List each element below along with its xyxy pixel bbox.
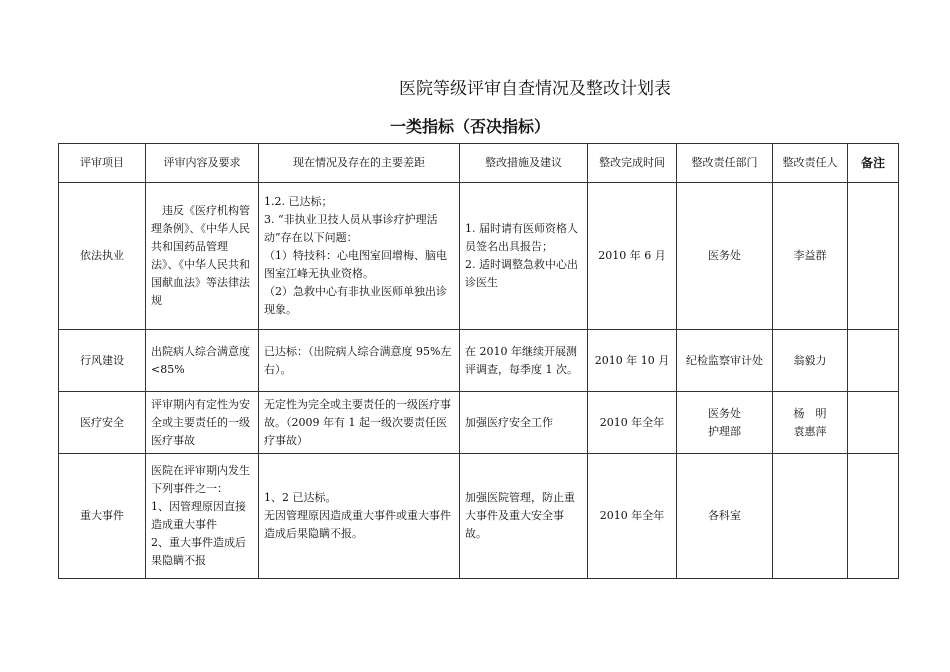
document-title: 医院等级评审自查情况及整改计划表 bbox=[399, 79, 671, 99]
cell-requirement: 评审期内有定性为安全或主要责任的一级医疗事故 bbox=[146, 392, 259, 454]
cell-measures bbox=[460, 454, 588, 579]
cell-requirement bbox=[146, 454, 259, 579]
cell-remark bbox=[848, 454, 899, 579]
cell-text: 医务处 bbox=[708, 249, 741, 262]
cell-text: （1）特技科：心电图室回增梅、脑电图室江峰无执业资格。 bbox=[264, 249, 447, 280]
cell-text: 翁毅力 bbox=[793, 353, 827, 367]
document-subtitle: 一类指标（否决指标） bbox=[389, 117, 550, 136]
table-row bbox=[59, 392, 899, 454]
cell-person bbox=[773, 454, 848, 579]
cell-text: 1.2. 已达标； bbox=[264, 195, 333, 208]
cell-deadline: 2010 年 10 月 bbox=[588, 330, 677, 392]
header-requirement: 评审内容及要求 bbox=[146, 144, 259, 183]
cell-person bbox=[773, 330, 848, 392]
cell-item: 医疗安全 bbox=[59, 392, 146, 454]
cell-text: 医院在评审期内发生下列事件之一： bbox=[151, 464, 250, 495]
cell-text: 李益群 bbox=[793, 249, 827, 262]
table-row bbox=[59, 454, 899, 579]
cell-measures bbox=[460, 183, 588, 330]
header-deadline: 整改完成时间 bbox=[588, 144, 677, 183]
cell-item: 依法执业 bbox=[59, 183, 146, 330]
cell-deadline: 2010 年 6 月 bbox=[588, 183, 677, 330]
table-row bbox=[59, 330, 899, 392]
header-person: 整改责任人 bbox=[773, 144, 848, 183]
cell-measures bbox=[460, 330, 588, 392]
cell-text: 已达标：（出院病人综合满意度 95%左右）。 bbox=[264, 344, 452, 376]
cell-remark bbox=[848, 330, 899, 392]
cell-remark bbox=[848, 183, 899, 330]
rectification-table bbox=[58, 143, 899, 579]
cell-text: 加强医疗安全工作 bbox=[465, 415, 553, 429]
cell-item: 重大事件 bbox=[59, 454, 146, 579]
header-remark: 备注 bbox=[848, 144, 899, 183]
cell-text: 各科室 bbox=[708, 509, 741, 522]
cell-text: 在 2010 年继续开展测评调查，每季度 1 次。 bbox=[465, 344, 578, 376]
header-status: 现在情况及存在的主要差距 bbox=[259, 144, 460, 183]
cell-department bbox=[677, 392, 773, 454]
cell-department bbox=[677, 183, 773, 330]
cell-text: 1、2 已达标。 bbox=[264, 491, 337, 504]
cell-text: 违反《医疗机构管理条例》、《中华人民共和国药品管理法》、《中华人民共和国献血法》等法律法规 bbox=[151, 204, 250, 307]
header-department: 整改责任部门 bbox=[677, 144, 773, 183]
header-measures: 整改措施及建议 bbox=[460, 144, 588, 183]
cell-status bbox=[259, 392, 460, 454]
cell-text: 袁惠萍 bbox=[793, 424, 827, 438]
cell-text: （2）急救中心有非执业医师单独出诊现象。 bbox=[264, 285, 447, 316]
cell-deadline: 2010 年全年 bbox=[588, 454, 677, 579]
header-item: 评审项目 bbox=[59, 144, 146, 183]
cell-status bbox=[259, 330, 460, 392]
cell-text: 纪检监察审计处 bbox=[686, 353, 763, 367]
cell-text: 2、重大事件造成后果隐瞒不报 bbox=[151, 536, 246, 567]
cell-requirement bbox=[146, 183, 259, 330]
cell-text: 1、因管理原因直接造成重大事件 bbox=[151, 500, 246, 531]
cell-text: 3. “非执业卫技人员从事诊疗护理活动”存在以下问题： bbox=[264, 213, 438, 244]
cell-status bbox=[259, 183, 460, 330]
cell-text: 医务处 bbox=[708, 406, 741, 420]
cell-text: 无定性为完全或主要责任的一级医疗事故。（2009 年有 1 起一级次要责任医疗事故） bbox=[264, 397, 451, 447]
cell-text: 无因管理原因造成重大事件或重大事件造成后果隐瞒不报。 bbox=[264, 509, 451, 540]
cell-text: 加强医院管理，防止重大事件及重大安全事故。 bbox=[465, 491, 575, 540]
cell-requirement: 出院病人综合满意度<85% bbox=[146, 330, 259, 392]
cell-remark bbox=[848, 392, 899, 454]
cell-measures bbox=[460, 392, 588, 454]
cell-status bbox=[259, 454, 460, 579]
cell-department bbox=[677, 330, 773, 392]
cell-person bbox=[773, 392, 848, 454]
cell-item: 行风建设 bbox=[59, 330, 146, 392]
cell-text: 护理部 bbox=[708, 424, 741, 438]
cell-text: 1. 届时请有医师资格人员签名出具报告； bbox=[465, 222, 578, 253]
cell-text: 2. 适时调整急救中心出诊医生 bbox=[465, 258, 578, 289]
cell-department bbox=[677, 454, 773, 579]
table-header-row bbox=[59, 144, 899, 183]
table-row bbox=[59, 183, 899, 330]
cell-person bbox=[773, 183, 848, 330]
cell-text: 杨 明 bbox=[793, 406, 827, 420]
cell-deadline: 2010 年全年 bbox=[588, 392, 677, 454]
